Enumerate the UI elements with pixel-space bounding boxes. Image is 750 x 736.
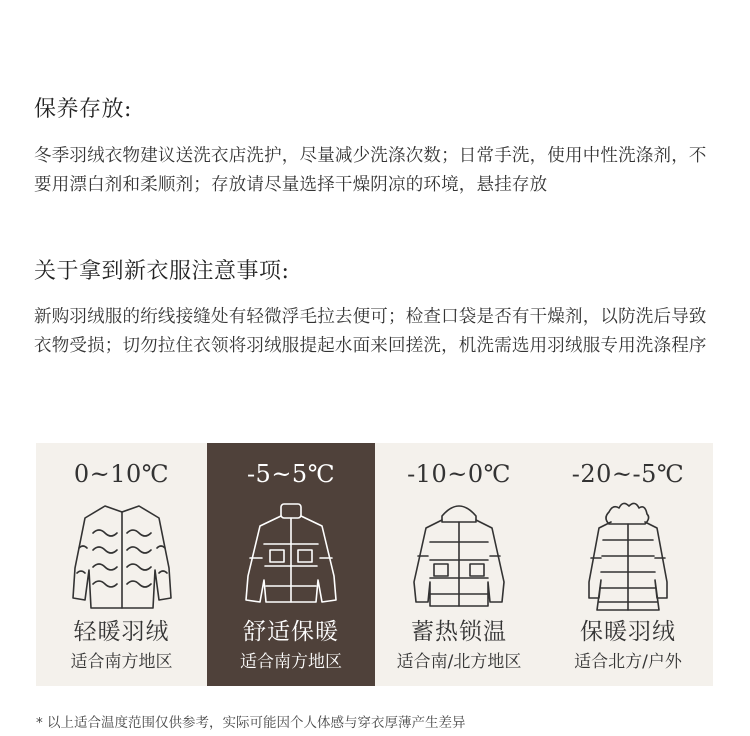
care-title: 保养存放:	[34, 97, 132, 122]
temperature-panel	[36, 443, 713, 686]
short-puffer-icon	[236, 498, 346, 613]
temp-range: 0~10℃	[73, 460, 170, 488]
care-text: 冬季羽绒衣物建议送洗衣店洗护，尽量减少洗涤次数；日常手洗，使用中性洗涤剂，不要用漂白剂和柔顺剂；存放请尽量选择干燥阴凉的环境，悬挂存放	[34, 146, 707, 195]
card-region: 适合南方地区	[240, 652, 342, 672]
card-name: 轻暖羽绒	[73, 619, 170, 645]
notice-text: 新购羽绒服的绗线接缝处有轻微浮毛拉去便可；检查口袋是否有干燥剂，以防洗后导致衣物受损；切勿拉住衣领将羽绒服提起水面来回搓洗，机洗需选用羽绒服专用洗涤程序	[34, 307, 707, 356]
notice-title: 关于拿到新衣服注意事项:	[34, 259, 290, 284]
card-name: 保暖羽绒	[580, 619, 676, 645]
footnote: * 以上适合温度范围仅供参考，实际可能因个人体感与穿衣厚薄产生差异	[36, 715, 466, 731]
temp-card-extreme	[543, 443, 713, 686]
temp-range: -5~5℃	[246, 460, 336, 488]
temp-card-warmth	[375, 443, 543, 686]
light-jacket-icon	[67, 498, 177, 613]
card-region: 适合北方/户外	[574, 652, 682, 672]
card-region: 适合南/北方地区	[396, 652, 522, 672]
card-name: 蓄热锁温	[411, 619, 507, 645]
card-name: 舒适保暖	[243, 619, 339, 645]
card-region: 适合南方地区	[70, 652, 173, 672]
temp-card-comfort	[207, 443, 375, 686]
hooded-puffer-icon	[404, 498, 514, 613]
temp-card-light	[36, 443, 207, 686]
long-fur-coat-icon	[573, 498, 683, 613]
temp-range: -10~0℃	[407, 460, 511, 488]
temp-range: -20~-5℃	[571, 460, 685, 488]
